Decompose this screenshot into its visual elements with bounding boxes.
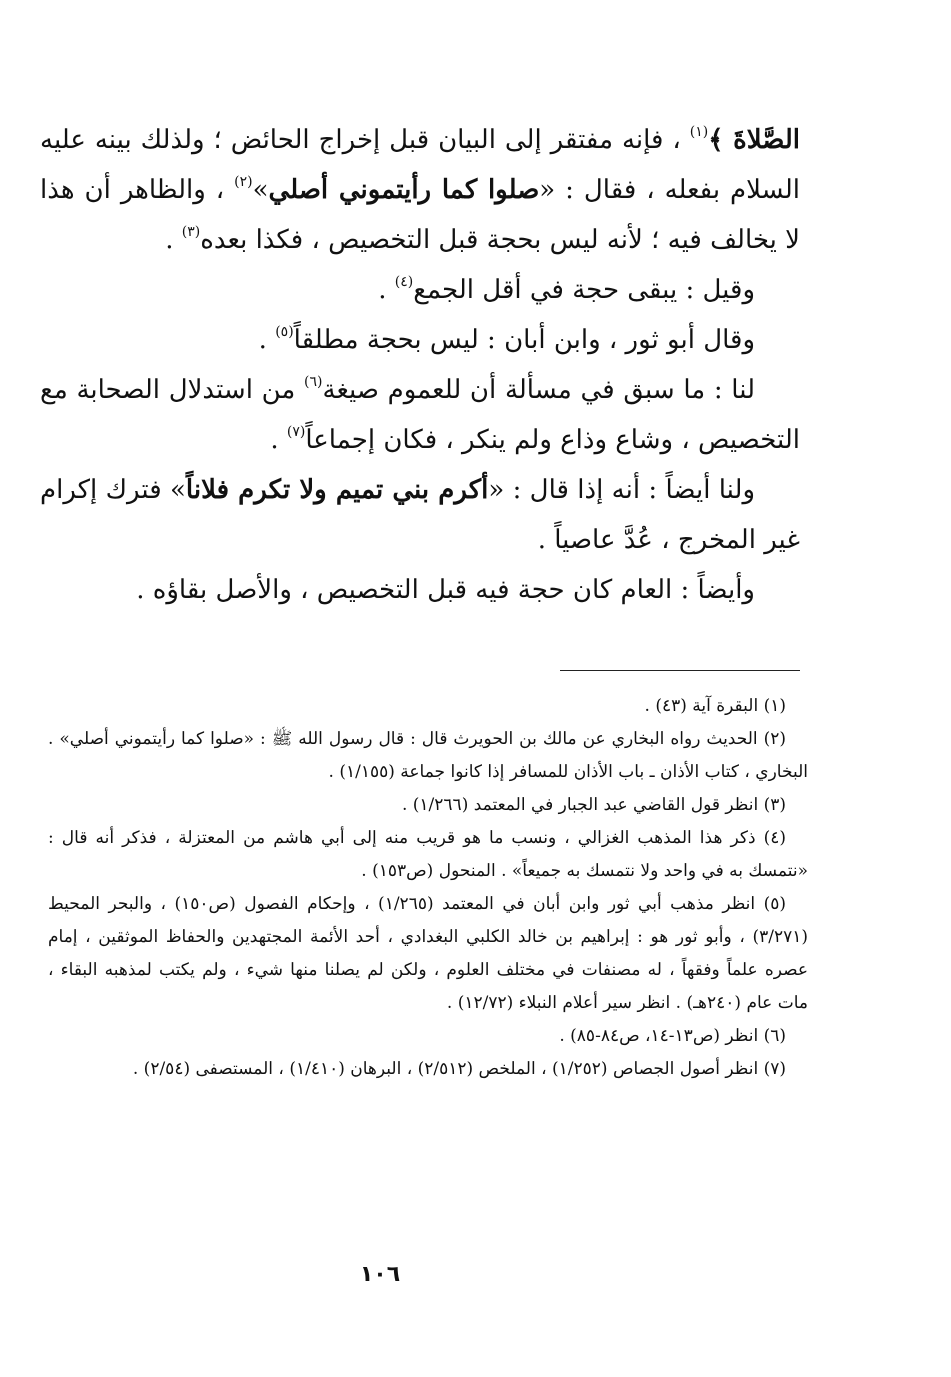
footnotes bbox=[48, 690, 808, 1086]
footnote-5: (٥) انظر مذهب أبي ثور وابن أبان في المعتمد (١/٢٦٥) ، وإحكام الفصول (ص١٥٠) ، والبحر المحيط (٣/٢٧١) ، وأبو ثور هو : إبراهيم بن خالد الكلبي البغدادي ، أحد الأئمة المجتهدين والحفاظ الموثقين ، إمام عصره علماً وفقهاً ، له مصنفات في مختلف العلوم ، ولكن لم يصلنا منها شيء ، ولم يكتب لمذهبه البقاء ، مات عام (٢٤٠هـ) . انظر سير أعلام النبلاء (١٢/٧٢) . bbox=[48, 894, 808, 1013]
paragraph-4 bbox=[40, 365, 800, 465]
text-span: ولنا أيضاً : أنه إذا قال : « bbox=[488, 475, 756, 505]
main-text bbox=[40, 115, 800, 615]
text-span: ، فإنه مفتقر إلى البيان قبل إخراج الحائض ؛ ولذلك بينه عليه السلام بفعله ، فقال : « bbox=[40, 125, 800, 205]
page-number: ١٠٦ bbox=[359, 1262, 401, 1287]
footnote-1: (١) البقرة آية (٤٣) . bbox=[644, 696, 786, 716]
footnote-ref-6[interactable]: (٦) bbox=[304, 374, 323, 390]
footnote-4: (٤) ذكر هذا المذهب الغزالي ، ونسب ما هو قريب منه إلى أبي هاشم من المعتزلة ، فذكر أنه قال : «نتمسك به في واحد ولا نتمسك به جميعاً» . المنحول (ص١٥٣) . bbox=[48, 828, 808, 881]
footnote-ref-1[interactable]: (١) bbox=[689, 124, 709, 140]
text-span: . bbox=[270, 425, 287, 455]
main-body bbox=[40, 115, 800, 615]
text-span: » فترك إكرام غير المخرج ، عُدَّ عاصياً . bbox=[40, 475, 800, 555]
footnote-ref-7[interactable]: (٧) bbox=[286, 424, 306, 440]
paragraph-6: وأيضاً : العام كان حجة فيه قبل التخصيص ، والأصل بقاؤه . bbox=[136, 575, 755, 605]
footnote-3: (٣) انظر قول القاضي عبد الجبار في المعتمد (١/٢٦٦) . bbox=[401, 795, 786, 815]
footnote-ref-5[interactable]: (٥) bbox=[275, 324, 294, 340]
text-span: . bbox=[258, 325, 276, 355]
paragraph-5 bbox=[40, 465, 800, 565]
paragraph-1 bbox=[40, 115, 800, 265]
hadith-quote: صلوا كما رأيتموني أصلي bbox=[268, 175, 540, 205]
footnote-ref-4[interactable]: (٤) bbox=[394, 274, 414, 290]
footnote-ref-3[interactable]: (٣) bbox=[181, 224, 201, 240]
text-span: » bbox=[252, 175, 269, 205]
paragraph-2 bbox=[40, 265, 800, 315]
footnote-separator bbox=[560, 670, 800, 671]
paragraph-3 bbox=[40, 315, 800, 365]
text-span: وقيل : يبقى حجة في أقل الجمع bbox=[413, 275, 755, 305]
footnote-2: (٢) الحديث رواه البخاري عن مالك بن الحويرث قال : قال رسول الله ﷺ : «صلوا كما رأيتموني أصلي» . البخاري ، كتاب الأذان ـ باب الأذان للمسافر إذا كانوا جماعة (١/١٥٥) . bbox=[48, 729, 808, 782]
text-span: ، والظاهر أن هذا لا يخالف فيه ؛ لأنه ليس بحجة قبل التخصيص ، فكذا بعده bbox=[40, 175, 800, 255]
quran-fragment: الصَّلاةَ ﴾ bbox=[708, 125, 800, 155]
footnote-6: (٦) انظر (ص١٣-١٤، ص٨٤-٨٥) . bbox=[559, 1026, 786, 1046]
footnote-ref-2[interactable]: (٢) bbox=[234, 174, 253, 190]
text-span: من استدلال الصحابة مع التخصيص ، وشاع وذاع ولم ينكر ، فكان إجماعاً bbox=[40, 375, 800, 455]
example-quote: أكرم بني تميم ولا تكرم فلاناً bbox=[185, 475, 489, 505]
text-span: . bbox=[165, 225, 182, 255]
footnote-7: (٧) انظر أصول الجصاص (١/٢٥٢) ، الملخص (٢/٥١٢) ، البرهان (١/٤١٠) ، المستصفى (٢/٥٤) . bbox=[132, 1059, 786, 1079]
text-span: . bbox=[378, 275, 395, 305]
text-span: لنا : ما سبق في مسألة أن للعموم صيغة bbox=[322, 375, 756, 405]
text-span: وقال أبو ثور ، وابن أبان : ليس بحجة مطلقاً bbox=[293, 325, 755, 355]
